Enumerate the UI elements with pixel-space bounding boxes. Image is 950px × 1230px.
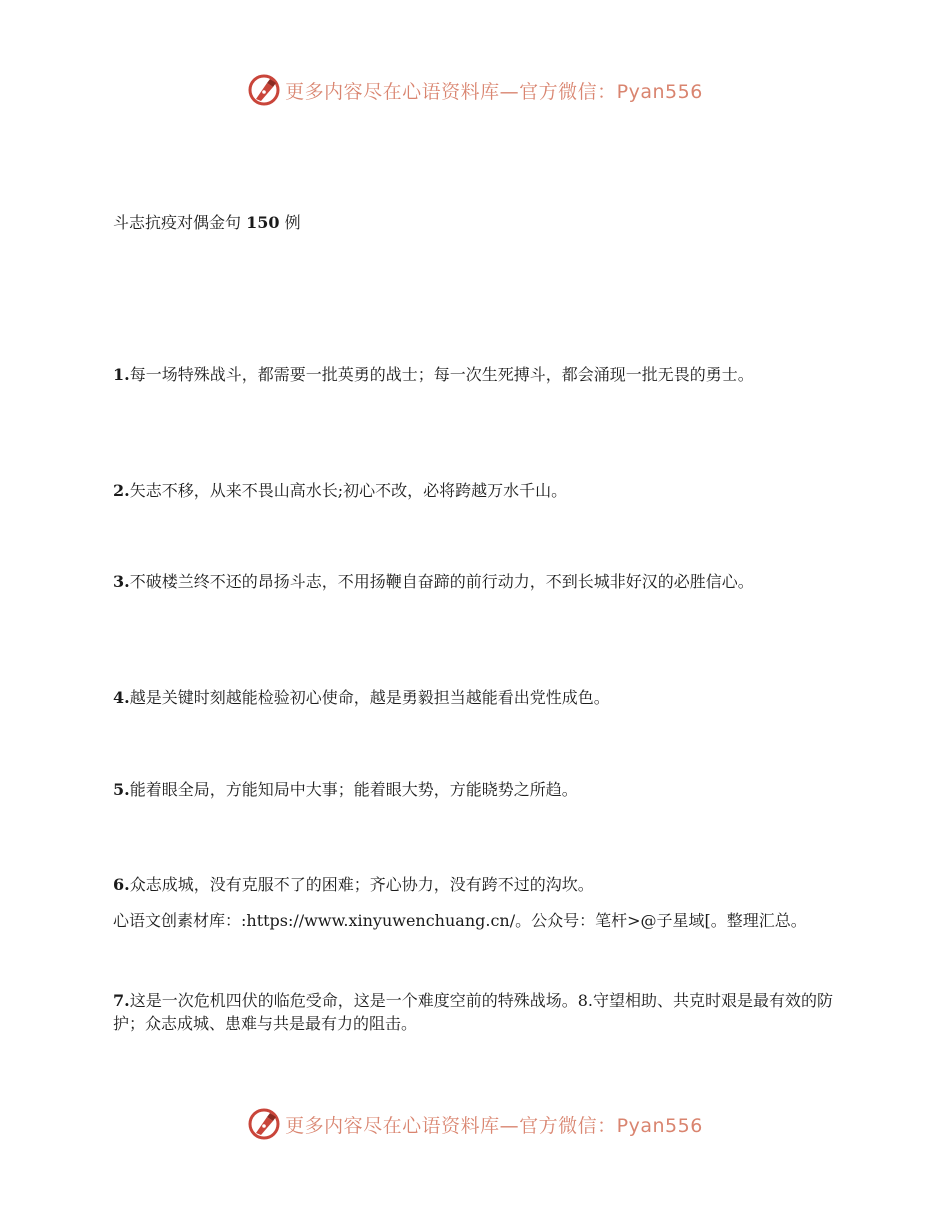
paragraph-number: 6.: [113, 875, 130, 894]
paragraph-6: [113, 873, 833, 896]
paragraph-number: 1.: [113, 365, 130, 384]
paragraph-4: [113, 686, 833, 709]
paragraph-text: 越是关键时刻越能检验初心使命，越是勇毅担当越能看出党性成色。: [129, 688, 610, 707]
paragraph-text: 众志成城，没有克服不了的困难；齐心协力，没有跨不过的沟坎。: [129, 875, 594, 894]
footer-banner: [0, 1104, 950, 1144]
paragraph-3: [113, 570, 833, 593]
paragraph-1: [113, 363, 833, 386]
source-note: [113, 909, 833, 932]
paragraph-text: 矢志不移，从来不畏山高水长;初心不改，必将跨越万水千山。: [129, 481, 568, 500]
paragraph-number: 7.: [113, 991, 130, 1010]
paragraph-number: 2.: [113, 481, 130, 500]
pen-nib-icon: [247, 73, 281, 107]
title-suffix: 例: [284, 213, 301, 232]
paragraph-text: 能着眼全局，方能知局中大事；能着眼大势，方能晓势之所趋。: [129, 780, 578, 799]
paragraph-7: [113, 989, 833, 1035]
title-text: 斗志抗疫对偶金句: [113, 213, 242, 232]
banner-text: 更多内容尽在心语资料库—官方微信：Pyan556: [285, 80, 703, 103]
header-banner: [0, 70, 950, 110]
paragraph-number: 4.: [113, 688, 130, 707]
paragraph-5: [113, 778, 833, 801]
paragraph-text: 每一场特殊战斗，都需要一批英勇的战士；每一次生死搏斗，都会涌现一批无畏的勇士。: [129, 365, 754, 384]
paragraph-text: 这是一次危机四伏的临危受命，这是一个难度空前的特殊战场。8.守望相助、共克时艰是最有效的防护；众志成城、患难与共是最有力的阻击。: [113, 991, 833, 1033]
pen-nib-icon: [247, 1107, 281, 1141]
banner-text: 更多内容尽在心语资料库—官方微信：Pyan556: [285, 1114, 703, 1137]
document-title: [113, 211, 301, 235]
paragraph-2: [113, 479, 833, 502]
paragraph-number: 5.: [113, 780, 130, 799]
paragraph-text: 不破楼兰终不还的昂扬斗志，不用扬鞭自奋蹄的前行动力，不到长城非好汉的必胜信心。: [129, 572, 754, 591]
paragraph-number: 3.: [113, 572, 130, 591]
paragraph-text: 心语文创素材库：:https://www.xinyuwenchuang.cn/。公众号：笔杆>@子星域[。整理汇总。: [113, 911, 807, 930]
title-number: 150: [246, 213, 280, 232]
